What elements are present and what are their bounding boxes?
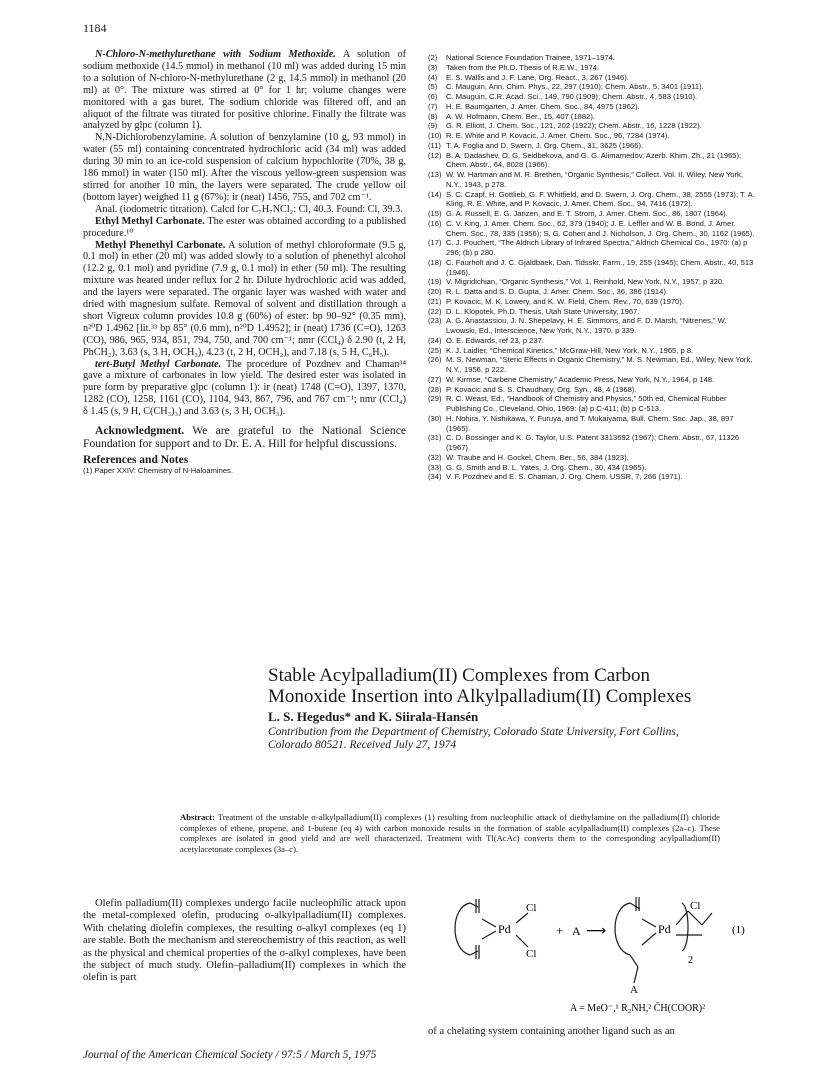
reference-number: (22) — [428, 306, 442, 316]
reference-number: (27) — [428, 374, 442, 384]
reference-number: (30) — [428, 413, 442, 423]
reference-number: (3) — [428, 62, 438, 72]
reference-number: (28) — [428, 384, 442, 394]
authors: L. S. Hegedus* and K. Siirala-Hansén — [268, 709, 479, 724]
reference-number: (7) — [428, 101, 438, 111]
acknowledgment-heading: Acknowledgment. — [95, 424, 185, 438]
plus-sign: + — [556, 923, 564, 938]
reference-number: (31) — [428, 433, 442, 443]
acknowledgment-body: We are grateful to the National Science Foundation for support and to Dr. E. A. Hill for helpful discussions. — [83, 424, 406, 451]
reference-text: O. E. Edwards, ref 23, p 237. — [446, 335, 544, 345]
reference-item — [428, 258, 758, 278]
reference-item — [428, 433, 758, 453]
reference-text: C. Mauguin, Ann. Chim. Phys., 22, 297 (1910); Chem. Abstr., 5, 3401 (1911). — [446, 82, 704, 92]
substituent-a: A — [630, 984, 638, 996]
introduction-right: of a chelating system containing another ligand such as an — [428, 1026, 675, 1037]
paragraph-ethyl-methyl-carbonate — [83, 216, 406, 240]
reference-text: C. D. Bossinger and K. G. Taylor, U.S. Patent 3313692 (1967); Chem. Abstr., 67, 11326 (1967). — [446, 433, 740, 452]
reference-item — [428, 238, 758, 258]
references-heading: References and Notes — [83, 453, 189, 466]
paragraph-body: A solution of methyl chloroformate (9.5 g, 0.1 mol) in ether (20 ml) was added slowly to a solution of phenethyl alcohol (12.2 g, 0.1 mol) and pyridine (7.9 g, 0.1 mol) in ether (50 ml). The resulting mixture was heated under reflux for 2 hr. Dilute hydrochloric acid was added, and the layers were separated. The organic layer was washed with water and dried with magnesium sulfate. Removal of solvent and distillation through a short Vigreux column provides 10.8 g (60%) of ester: bp 90–92° (0.35 mm), n²⁰D 1.4962 [lit.³³ bp 85° (0.6 mm), n²⁰D 1.4952]; ir (neat) 1736 (C=O), 1263 (CO), 986, 965, 934, 851, 794, 750, and 700 cm⁻¹; nmr (CCl₄) δ 2.90 (t, 2 H, PhCH₂), 3.63 (s, 3 H, OCH₃), 4.23 (t, 2 H, OCH₂), and 7.18 (s, 5 H, C₆H₅). — [83, 239, 406, 358]
paragraph-body: The procedure of Pozdnev and Chaman³⁴ gave a mixture of carbonates in low yield. The desired ester was isolated in pure form by preparative glpc (column 1): ir (neat) 1748 (C=O), 1397, 1370, 1282 (CO), 1258, 1161 (CO), 1104, 943, 867, 796, and 767 cm⁻¹; nmr (CCl₄) δ 1.45 (s, 9 H, C(CH₃)₃) and 3.63 (s, 3 H, OCH₃). — [83, 358, 406, 418]
pd-label-left: Pd — [498, 922, 511, 936]
introduction-left: Olefin palladium(II) complexes undergo facile nucleophilic attack upon the metal-complexed olefin, producing σ-alkylpalladium(II) complexes. With chelating diolefin complexes, the resulting σ-alkyl complexes (eq 1) are stable. Both the mechanism and stereochemistry of this reaction, as well as the physical and chemical properties of the σ-alkyl complexes, have been the subject of much study. Olefin–palladium(II) complexes in which the olefin is part — [83, 898, 406, 984]
acknowledgment — [83, 424, 406, 450]
reference-item — [428, 92, 758, 102]
reference-number: (19) — [428, 277, 442, 287]
cl-label-2: Cl — [526, 948, 537, 960]
reference-item — [428, 385, 758, 395]
reference-item — [428, 63, 758, 73]
cl-label-1: Cl — [526, 902, 537, 914]
reference-text: W. Traube and H. Gockel, Chem. Ber., 56, 384 (1923). — [446, 452, 629, 462]
reference-number: (9) — [428, 121, 438, 131]
reference-number: (17) — [428, 238, 442, 248]
reference-item — [428, 463, 758, 473]
reference-text: National Science Foundation Trainee, 1971–1974. — [446, 53, 615, 62]
reference-item — [428, 112, 758, 122]
reference-item — [428, 102, 758, 112]
page-number: 1184 — [83, 21, 107, 35]
reference-number: (24) — [428, 335, 442, 345]
reference-number: (2) — [428, 53, 438, 62]
reference-number: (10) — [428, 131, 442, 140]
reference-item — [428, 287, 758, 297]
reference-number: (8) — [428, 111, 438, 121]
reference-item — [428, 472, 758, 482]
reference-item — [428, 73, 758, 83]
reference-text: B. A. Dadashev, O. G. Seidbekova, and G. G. Alimamedov, Azerb. Khim. Zh., 21 (1965); Chem. Abstr., 64, 8028 (1966). — [446, 150, 742, 170]
reference-text: G. G. Smith and B. L. Yates, J. Org. Chem., 30, 434 (1965). — [446, 462, 647, 472]
reference-number: (20) — [428, 287, 442, 296]
reference-item — [428, 316, 758, 336]
paragraph-dichlorobenzylamine: N,N-Dichlorobenzylamine. A solution of benzylamine (10 g, 93 mmol) in water (55 ml) containing concentrated hydrochloric acid (34 ml) was added during 30 min to an ice-cold suspension of calcium hypochlorite (70%, 38 g, 186 mmol) in water (150 ml). After the viscous yellow-green suspension was stirred for another 10 min, the layers were separated. The crude yellow oil (bottom layer) weighed 11 g (67%): ir (neat) 1456, 755, and 702 cm⁻¹. — [83, 132, 406, 203]
reference-number: (11) — [428, 140, 441, 150]
reference-item — [428, 346, 758, 356]
reaction-scheme-eq1 — [440, 895, 760, 1015]
reference-text: R. L. Datta and S. D. Gupta, J. Amer. Chem. Soc., 36, 386 (1914). — [446, 287, 669, 296]
reference-item — [428, 336, 758, 346]
title-line: Stable Acylpalladium(II) Complexes from Carbon — [268, 665, 651, 686]
nucleophile-a: A — [572, 924, 581, 938]
reference-number: (33) — [428, 462, 442, 472]
reference-item — [428, 190, 758, 210]
reference-text: Taken from the Ph.D. Thesis of R.E.W., 1974. — [446, 62, 600, 72]
reference-number: (15) — [428, 209, 442, 218]
reference-number: (26) — [428, 355, 442, 365]
paragraph-body: The ester was obtained according to a published procedure.¹⁰ — [83, 215, 406, 239]
reference-number: (6) — [428, 92, 438, 101]
reference-1: (1) Paper XXIV: Chemistry of N-Haloamines. — [83, 466, 233, 476]
reference-item — [428, 141, 758, 151]
dimer-subscript: 2 — [688, 955, 693, 966]
reference-text: C. Mauguin, C.R. Acad. Sci., 149, 790 (1909); Chem. Abstr., 4, 583 (1910). — [446, 92, 698, 101]
reference-number: (32) — [428, 452, 442, 462]
reference-text: H. E. Baumgarten, J. Amer. Chem. Soc., 84, 4975 (1962). — [446, 101, 640, 111]
paragraph-analysis: Anal. (iodometric titration). Calcd for C₇H₇NCl₂: Cl, 40.3. Found: Cl, 39.3. — [95, 203, 403, 215]
reaction-arrow: ⟶ — [586, 923, 607, 939]
reference-item — [428, 453, 758, 463]
reference-number: (29) — [428, 394, 442, 404]
left-column-text — [83, 49, 406, 476]
abstract — [180, 812, 720, 854]
reference-item — [428, 297, 758, 307]
reference-text: A. G. Anastassiou, J. N. Shepelavy, H. E. Simmons, and F. D. Marsh, “Nitrenes,” W. Lwowski, Ed., Interscience, New York, N.Y., 1970, p 339. — [446, 316, 727, 335]
reference-text: R. E. White and P. Kovacic, J. Amer. Chem. Soc., 96, 7284 (1974). — [446, 131, 670, 140]
reference-number: (21) — [428, 296, 442, 306]
equation-number: (1) — [732, 924, 745, 936]
references-list — [428, 53, 758, 482]
journal-footer: Journal of the American Chemical Society / 97:5 / March 5, 1975 — [83, 1049, 377, 1061]
reference-item — [428, 219, 758, 239]
reference-text: P. Kovacic and S. S. Chaudhary, Org. Syn., 48, 4 (1968). — [446, 384, 637, 394]
reference-number: (14) — [428, 189, 442, 199]
reference-text: M. S. Newman, “Steric Effects in Organic Chemistry,” M. S. Newman, Ed., Wiley, New York, N.Y., 1956, p 222. — [446, 355, 753, 374]
pd-label-right: Pd — [658, 922, 671, 936]
section-heading: Methyl Phenethyl Carbonate. — [95, 239, 226, 251]
reference-number: (25) — [428, 345, 442, 355]
reference-number: (34) — [428, 472, 442, 482]
reference-item — [428, 414, 758, 434]
reference-item — [428, 82, 758, 92]
reference-number: (23) — [428, 316, 442, 326]
reference-text: K. J. Laidler, “Chemical Kinetics,” McGraw-Hill, New York, N.Y., 1965, p 8. — [446, 345, 694, 355]
reference-item — [428, 170, 758, 190]
reference-item — [428, 355, 758, 375]
scheme-legend: A = MeO⁻,¹ R₂NH,² C̄H(COOR)² — [570, 1003, 706, 1014]
paragraph-tert-butyl-carbonate — [83, 359, 406, 419]
reference-text: W. W. Hartman and M. R. Brethen, “Organic Synthesis,” Collect. Vol. II, Wiley, New York, N.Y., 1943, p 278. — [446, 170, 743, 189]
reference-number: (13) — [428, 170, 442, 179]
abstract-label: Abstract: — [180, 812, 215, 822]
cl-label-3: Cl — [690, 900, 701, 912]
reference-text: D. L. Klopotek, Ph.D. Thesis, Utah State University, 1967. — [446, 306, 640, 316]
reference-item — [428, 121, 758, 131]
reference-text: T. A. Foglia and D. Swern, J. Org. Chem., 31, 3625 (1966). — [446, 140, 644, 150]
reference-text: W. Kirmse, “Carbene Chemistry,” Academic Press, New York, N.Y., 1964, p 148. — [446, 374, 715, 384]
reference-text: C. V. King, J. Amer. Chem. Soc., 62, 379 (1940); J. E. Leffler and W. B. Bond, J. Amer. Chem. Soc., 78, 335 (1956); S. G. Cohen and J. Nicholson, J. Org. Chem., 30, 1162 (1965). — [446, 218, 755, 238]
paragraph-body: A solution of sodium methoxide (14.5 mmol) in methanol (10 ml) was added during 15 min to a solution of N-chloro-N-methylurethane (2 g, 14.5 mmol) in methanol (20 ml) at 0°. The mixture was stirred at 0° for 1 hr; volume changes were monitored with a gas buret. The sodium chloride was filtered off, and an aliquot of the filtrate was titrated for positive chlorine. Finally the filtrate was analyzed by glpc (column 1). — [83, 49, 406, 132]
title-line: Monoxide Insertion into Alkylpalladium(II) Complexes — [268, 686, 692, 707]
paragraph-methyl-phenethyl-carbonate — [83, 240, 406, 359]
paragraph-chloro-urethane — [83, 49, 406, 132]
reference-text: E. S. Wallis and J. F. Lane, Org. React., 3, 267 (1946). — [446, 72, 629, 82]
reference-text: C. Faurholt and J. C. Gjaldbaek, Dan. Tidsskr. Farm., 19, 255 (1945); Chem. Abstr., 40, 513 (1946). — [446, 257, 754, 277]
reference-item — [428, 277, 758, 287]
reference-item — [428, 394, 758, 414]
reference-number: (12) — [428, 150, 442, 160]
section-heading: Ethyl Methyl Carbonate. — [95, 215, 205, 227]
reference-item — [428, 131, 758, 141]
reference-number: (4) — [428, 72, 438, 82]
reference-text: C. J. Pouchert, “The Aldrich Library of Infrared Spectra,” Aldrich Chemical Co., 1970: (a) p 296; (b) p 280. — [446, 238, 748, 257]
reference-number: (18) — [428, 257, 442, 267]
reference-text: G. A. Russell, E. G. Janzen, and E. T. Strom, J. Amer. Chem. Soc., 86, 1807 (1964). — [446, 209, 728, 218]
reference-text: P. Kovacic, M. K. Lowery, and K. W. Field, Chem. Rev., 70, 639 (1970). — [446, 296, 685, 306]
reference-text: V. F. Pozdnev and E. S. Chaman, J. Org. Chem. USSR, 7, 266 (1971). — [446, 472, 683, 482]
reference-item — [428, 151, 758, 171]
section-heading: N-Chloro-N-methylurethane with Sodium Methoxide. — [95, 49, 336, 60]
reference-item — [428, 53, 758, 63]
abstract-text: Treatment of the unstable σ-alkylpalladium(II) complexes (1) resulting from nucleophilic attack of diethylamine on the palladium(II) chloride complexes of ethene, propene, and 1-butene (eq 4) with carbon monoxide results in the formation of stable acylpalladium(II) complexes (2a–c). These complexes are isolated in good yield and are well characterized. Treatment with Tl(AcAc) converts them to the corresponding acylpalladium(II) acetylacetonate complexes (3a–c). — [180, 812, 720, 854]
reference-number: (5) — [428, 82, 438, 92]
reference-text: G. R. Elliott, J. Chem. Soc., 121, 202 (1922); Chem. Abstr., 16, 1228 (1922). — [446, 121, 702, 131]
reference-item — [428, 307, 758, 317]
received-date: Colorado 80521. Received July 27, 1974 — [268, 739, 457, 751]
reference-item — [428, 209, 758, 219]
reference-number: (16) — [428, 218, 442, 228]
reference-item — [428, 375, 758, 385]
section-heading: tert-Butyl Methyl Carbonate. — [95, 358, 222, 370]
reference-text: S. C. Czapf, H. Gottlieb, G. F. Whitfield, and D. Swern, J. Org. Chem., 38, 2555 (1973); T. A. Kling, R. E. White, and P. Kovacic, J. Amer. Chem. Soc., 94, 7416 (1972). — [446, 189, 755, 209]
article-title — [268, 665, 728, 707]
contribution-line — [268, 726, 788, 752]
reference-text: R. C. Weast, Ed., “Handbook of Chemistry and Physics,” 50th ed, Chemical Rubber Publishing Co., Cleveland, Ohio, 1969: (a) p C-411; (b) p C-513. — [446, 394, 727, 413]
reference-text: H. Nohira, Y. Nishikawa, Y. Furuya, and T. Mukaiyama, Bull. Chem. Soc. Jap., 38, 897 (1965). — [446, 413, 734, 433]
reference-text: A. W. Hofmann, Chem. Ber., 15, 407 (1882). — [446, 111, 595, 121]
reference-text: V. Migridichian, “Organic Synthesis,” Vol. 1, Reinhold, New York, N.Y., 1957, p 320. — [446, 277, 725, 287]
affiliation: Contribution from the Department of Chemistry, Colorado State University, Fort Collins, — [268, 726, 679, 738]
